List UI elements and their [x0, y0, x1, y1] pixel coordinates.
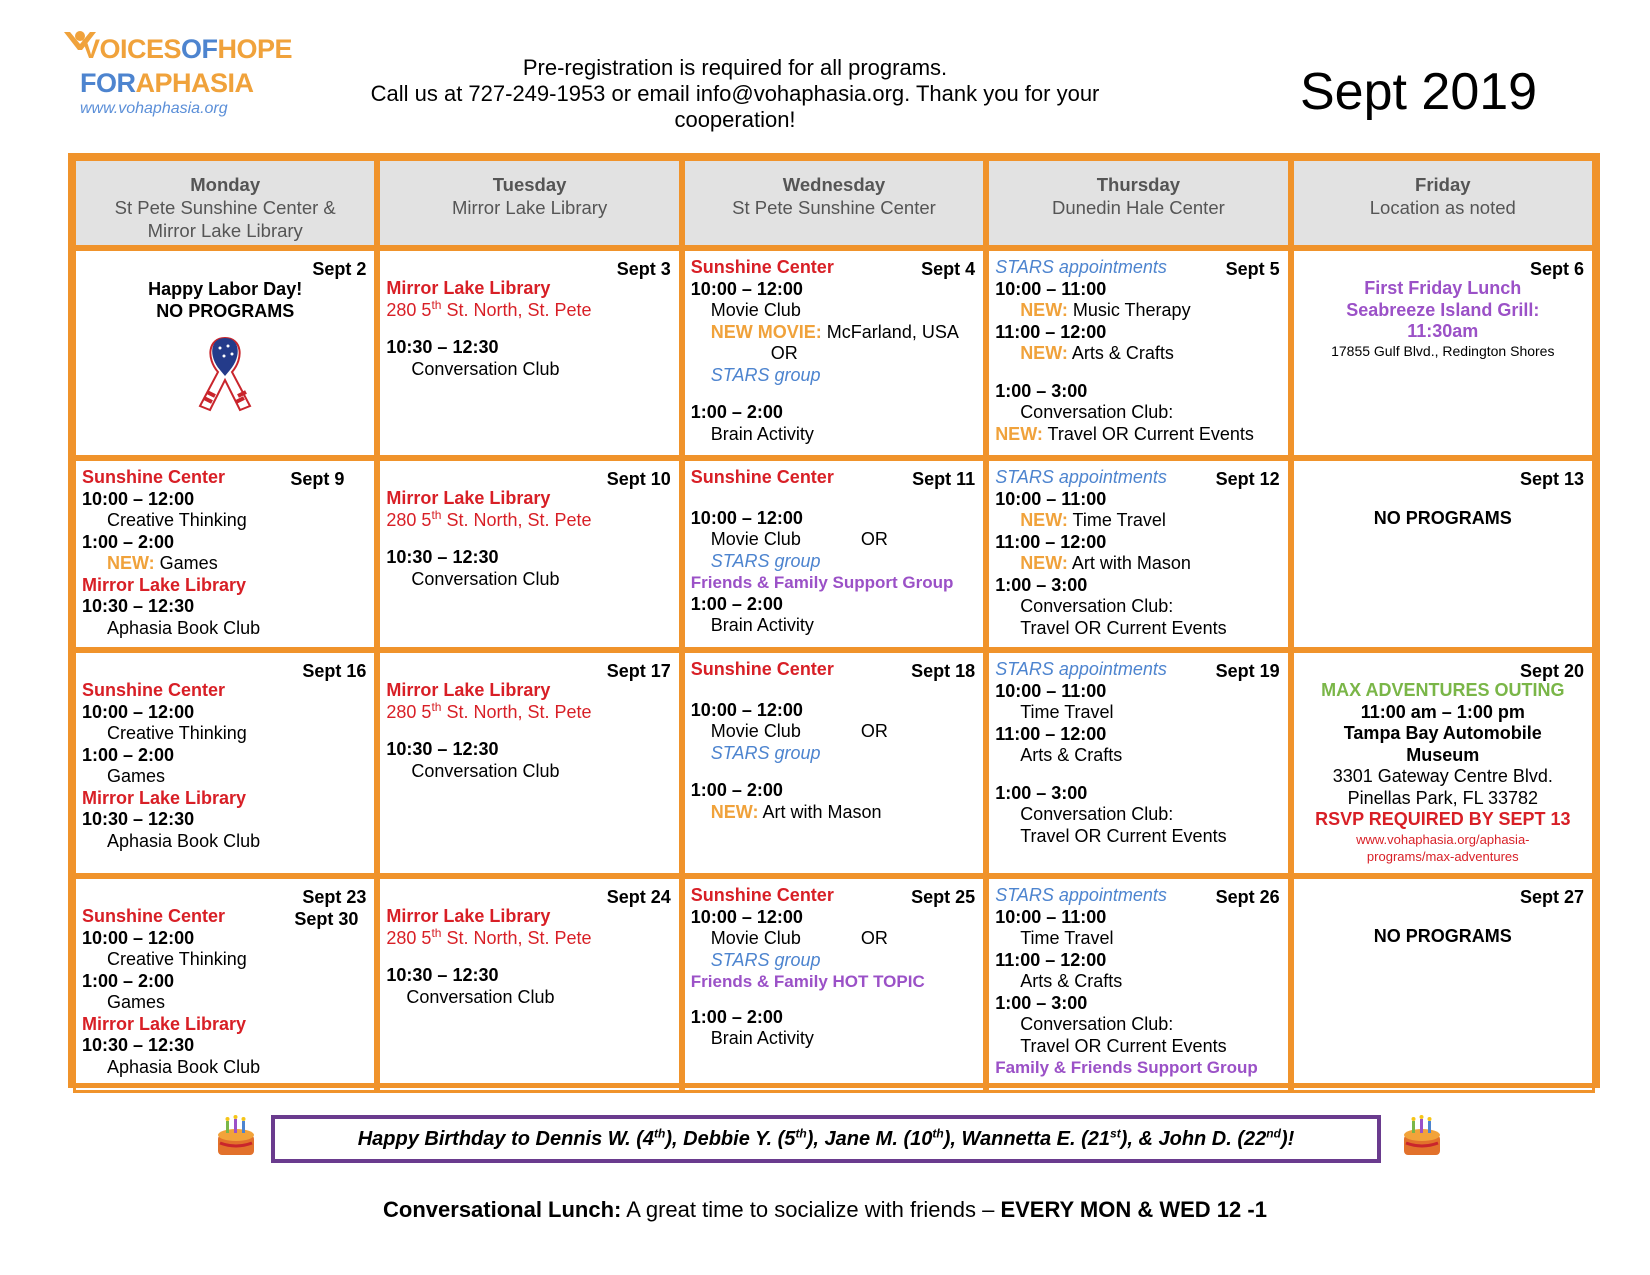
day-cell-sept-12: Sept 12 STARS appointments 10:00 – 11:00 NEW: Time Travel 11:00 – 12:00 NEW: Art with Mason 1:00 – 3:00 Conversation Club: Travel OR Current Events [986, 458, 1290, 650]
cake-icon [1398, 1113, 1446, 1159]
ribbon-icon [190, 332, 260, 412]
day-cell-sept-18: Sept 18 Sunshine Center 10:00 – 12:00 Movie Club OR STARS group 1:00 – 2:00 NEW: Art with Mason [682, 650, 986, 876]
max-adventures-link[interactable]: www.vohaphasia.org/aphasia- [1356, 831, 1530, 847]
logo-title-line2: FORAPHASIA [80, 68, 254, 98]
day-cell-sept-26: Sept 26 STARS appointments 10:00 – 11:00 Time Travel 11:00 – 12:00 Arts & Crafts 1:00 – 3:00 Conversation Club: Travel OR Current Events Family & Friends Support Group [986, 876, 1290, 1093]
logo-url[interactable]: www.vohaphasia.org [80, 100, 228, 117]
birthday-banner: Happy Birthday to Dennis W. (4th), Debbie Y. (5th), Jane M. (10th), Wannetta E. (21st), & John D. (22nd)! [271, 1115, 1381, 1163]
day-cell-sept-5: Sept 5 STARS appointments 10:00 – 11:00 NEW: Music Therapy 11:00 – 12:00 NEW: Arts & Crafts 1:00 – 3:00 Conversation Club: NEW: Travel OR Current Events [986, 248, 1290, 458]
header-friday: Friday Location as noted [1291, 158, 1595, 248]
month-title: Sept 2019 [1300, 63, 1538, 121]
day-cell-sept-23-30: Sept 23 Sept 30 Sunshine Center 10:00 – 12:00 Creative Thinking 1:00 – 2:00 Games Mirror Lake Library 10:30 – 12:30 Aphasia Book Club [73, 876, 377, 1093]
footer-lunch-note: Conversational Lunch: A great time to socialize with friends – EVERY MON & WED 12 -1 [383, 1197, 1267, 1222]
cake-icon [212, 1113, 260, 1159]
day-cell-sept-4: Sept 4 Sunshine Center 10:00 – 12:00 Movie Club NEW MOVIE: McFarland, USA OR STARS group 1:00 – 2:00 Brain Activity [682, 248, 986, 458]
header-thursday: Thursday Dunedin Hale Center [986, 158, 1290, 248]
day-cell-sept-13: Sept 13 NO PROGRAMS [1291, 458, 1595, 650]
logo [60, 28, 293, 118]
day-cell-sept-2: Sept 2 Happy Labor Day! NO PROGRAMS [73, 248, 377, 458]
day-cell-sept-9: Sept 9 Sunshine Center 10:00 – 12:00 Creative Thinking 1:00 – 2:00 NEW: Games Mirror Lake Library 10:30 – 12:30 Aphasia Book Club [73, 458, 377, 650]
day-cell-sept-25: Sept 25 Sunshine Center 10:00 – 12:00 Movie Club OR STARS group Friends & Family HOT TOPIC 1:00 – 2:00 Brain Activity [682, 876, 986, 1093]
day-cell-sept-3: Sept 3 Mirror Lake Library 280 5th St. North, St. Pete 10:30 – 12:30 Conversation Club [377, 248, 681, 458]
day-cell-sept-16: Sept 16 Sunshine Center 10:00 – 12:00 Creative Thinking 1:00 – 2:00 Games Mirror Lake Library 10:30 – 12:30 Aphasia Book Club [73, 650, 377, 876]
registration-notice: Pre-registration is required for all programs. Call us at 727-249-1953 or email info@vohaphasia.org. Thank you for your cooperation! [370, 55, 1100, 132]
day-cell-sept-19: Sept 19 STARS appointments 10:00 – 11:00 Time Travel 11:00 – 12:00 Arts & Crafts 1:00 – 3:00 Conversation Club: Travel OR Current Events [986, 650, 1290, 876]
logo-title-line1: VOICESOFHOPE [82, 34, 293, 64]
day-cell-sept-27: Sept 27 NO PROGRAMS [1291, 876, 1595, 1093]
header-wednesday: Wednesday St Pete Sunshine Center [682, 158, 986, 248]
day-cell-sept-10: Sept 10 Mirror Lake Library 280 5th St. North, St. Pete 10:30 – 12:30 Conversation Club [377, 458, 681, 650]
calendar-grid [68, 153, 1600, 1088]
day-cell-sept-11: Sept 11 Sunshine Center 10:00 – 12:00 Movie Club OR STARS group Friends & Family Support Group 1:00 – 2:00 Brain Activity [682, 458, 986, 650]
header-tuesday: Tuesday Mirror Lake Library [377, 158, 681, 248]
header-monday: Monday St Pete Sunshine Center & Mirror Lake Library [73, 158, 377, 248]
day-cell-sept-20: Sept 20 MAX ADVENTURES OUTING 11:00 am – 1:00 pm Tampa Bay Automobile Museum 3301 Gateway Centre Blvd. Pinellas Park, FL 33782 RSVP REQUIRED BY SEPT 13 www.vohaphasia.org/aphasia- programs/max-adventures [1291, 650, 1595, 876]
day-cell-sept-24: Sept 24 Mirror Lake Library 280 5th St. North, St. Pete 10:30 – 12:30 Conversation Club [377, 876, 681, 1093]
day-cell-sept-6: Sept 6 First Friday Lunch Seabreeze Island Grill: 11:30am 17855 Gulf Blvd., Redington Shores [1291, 248, 1595, 458]
day-cell-sept-17: Sept 17 Mirror Lake Library 280 5th St. North, St. Pete 10:30 – 12:30 Conversation Club [377, 650, 681, 876]
max-adventures-link-cont[interactable]: programs/max-adventures [1366, 848, 1519, 864]
